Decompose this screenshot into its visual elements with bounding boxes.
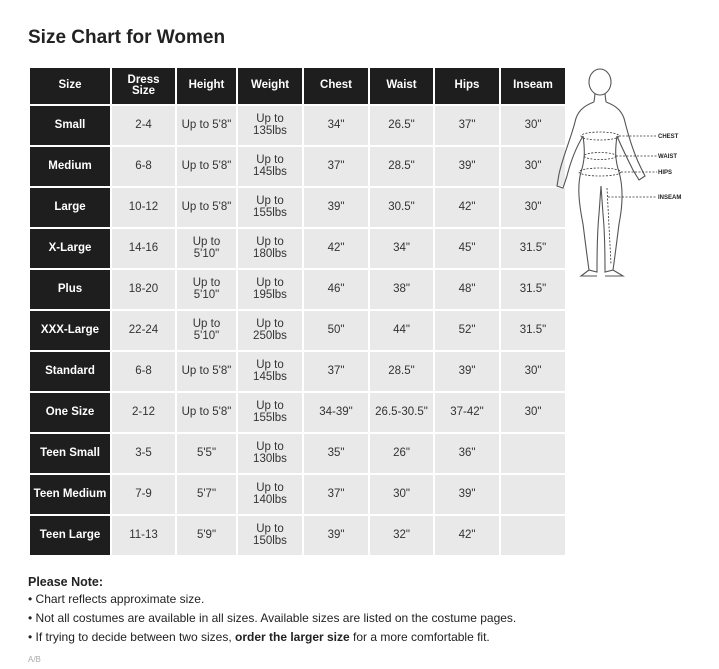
cell-hips: 37-42" xyxy=(435,393,499,432)
cell-chest: 35" xyxy=(304,434,368,473)
cell-chest: 34-39" xyxy=(304,393,368,432)
cell-weight: Up to 140lbs xyxy=(238,475,302,514)
notes-heading: Please Note: xyxy=(28,575,104,589)
cell-waist: 30" xyxy=(370,475,433,514)
cell-dress: 2-4 xyxy=(112,106,175,145)
cell-size: Teen Medium xyxy=(30,475,110,514)
cell-weight: Up to 150lbs xyxy=(238,516,302,555)
cell-waist: 28.5" xyxy=(370,352,433,391)
table-row xyxy=(30,475,565,514)
cell-dress: 10-12 xyxy=(112,188,175,227)
chest-label: CHEST xyxy=(658,134,679,140)
cell-height: Up to 5'8" xyxy=(177,106,236,145)
table-row xyxy=(30,516,565,555)
table-row xyxy=(30,229,565,268)
cell-hips: 39" xyxy=(435,352,499,391)
cell-hips: 39" xyxy=(435,475,499,514)
cell-height: Up to 5'8" xyxy=(177,147,236,186)
table-row xyxy=(30,106,565,145)
cell-waist: 44" xyxy=(370,311,433,350)
cell-size: One Size xyxy=(30,393,110,432)
cell-weight: Up to 250lbs xyxy=(238,311,302,350)
cell-inseam: 30" xyxy=(501,393,565,432)
table-row xyxy=(30,393,565,432)
note-line-2: • Not all costumes are available in all sizes. Available sizes are listed on the costume pages. xyxy=(28,611,517,625)
table-row xyxy=(30,434,565,473)
cell-chest: 37" xyxy=(304,352,368,391)
table-row xyxy=(30,311,565,350)
cell-height: Up to 5'8" xyxy=(177,188,236,227)
cell-height: 5'7" xyxy=(177,475,236,514)
cell-hips: 42" xyxy=(435,188,499,227)
cell-hips: 39" xyxy=(435,147,499,186)
cell-weight: Up to 155lbs xyxy=(238,393,302,432)
table-row xyxy=(30,270,565,309)
table-row xyxy=(30,352,565,391)
cell-dress: 2-12 xyxy=(112,393,175,432)
cell-weight: Up to 155lbs xyxy=(238,188,302,227)
header-weight: Weight xyxy=(238,68,302,104)
cell-inseam: 30" xyxy=(501,352,565,391)
table-header-row xyxy=(30,68,565,104)
cell-hips: 45" xyxy=(435,229,499,268)
cell-size: X-Large xyxy=(30,229,110,268)
header-dress-size: Dress Size xyxy=(112,68,175,104)
hips-label: HIPS xyxy=(658,170,673,176)
cell-waist: 30.5" xyxy=(370,188,433,227)
cell-height: 5'5" xyxy=(177,434,236,473)
cell-size: XXX-Large xyxy=(30,311,110,350)
header-height: Height xyxy=(177,68,236,104)
cell-chest: 37" xyxy=(304,475,368,514)
cell-chest: 34" xyxy=(304,106,368,145)
cell-inseam: 30" xyxy=(501,188,565,227)
cell-hips: 48" xyxy=(435,270,499,309)
cell-inseam: 31.5" xyxy=(501,311,565,350)
cell-waist: 28.5" xyxy=(370,147,433,186)
header-inseam: Inseam xyxy=(501,68,565,104)
cell-inseam: 30" xyxy=(501,147,565,186)
cell-height: 5'9" xyxy=(177,516,236,555)
cell-dress: 3-5 xyxy=(112,434,175,473)
cell-size: Teen Small xyxy=(30,434,110,473)
cell-dress: 6-8 xyxy=(112,147,175,186)
cell-dress: 11-13 xyxy=(112,516,175,555)
cell-waist: 32" xyxy=(370,516,433,555)
cell-weight: Up to 145lbs xyxy=(238,352,302,391)
cell-hips: 42" xyxy=(435,516,499,555)
cell-size: Large xyxy=(30,188,110,227)
inseam-label: INSEAM xyxy=(658,195,682,201)
cell-height: Up to 5'10" xyxy=(177,229,236,268)
table-row xyxy=(30,147,565,186)
cell-dress: 14-16 xyxy=(112,229,175,268)
cell-size: Medium xyxy=(30,147,110,186)
cell-size: Plus xyxy=(30,270,110,309)
cell-inseam xyxy=(501,516,565,555)
cell-height: Up to 5'8" xyxy=(177,352,236,391)
cell-weight: Up to 135lbs xyxy=(238,106,302,145)
cell-chest: 46" xyxy=(304,270,368,309)
cell-hips: 36" xyxy=(435,434,499,473)
cell-chest: 37" xyxy=(304,147,368,186)
cell-size: Teen Large xyxy=(30,516,110,555)
page-title: Size Chart for Women xyxy=(28,27,226,48)
cell-inseam: 30" xyxy=(501,106,565,145)
cell-dress: 7-9 xyxy=(112,475,175,514)
cell-weight: Up to 130lbs xyxy=(238,434,302,473)
header-size: Size xyxy=(30,68,110,104)
cell-chest: 50" xyxy=(304,311,368,350)
cell-waist: 26" xyxy=(370,434,433,473)
cell-waist: 38" xyxy=(370,270,433,309)
cell-chest: 39" xyxy=(304,188,368,227)
cell-waist: 26.5" xyxy=(370,106,433,145)
cell-waist: 26.5-30.5" xyxy=(370,393,433,432)
cell-inseam: 31.5" xyxy=(501,229,565,268)
cell-hips: 52" xyxy=(435,311,499,350)
cell-weight: Up to 195lbs xyxy=(238,270,302,309)
cell-dress: 18-20 xyxy=(112,270,175,309)
measurement-lines xyxy=(579,132,657,264)
cell-height: Up to 5'8" xyxy=(177,393,236,432)
header-hips: Hips xyxy=(435,68,499,104)
cell-inseam xyxy=(501,475,565,514)
cell-inseam xyxy=(501,434,565,473)
waist-label: WAIST xyxy=(658,154,677,160)
cell-hips: 37" xyxy=(435,106,499,145)
cell-chest: 39" xyxy=(304,516,368,555)
cell-chest: 42" xyxy=(304,229,368,268)
size-chart-body xyxy=(30,106,565,555)
note-line-3: • If trying to decide between two sizes, order the larger size for a more comfortable fit. xyxy=(28,630,490,644)
header-chest: Chest xyxy=(304,68,368,104)
cell-inseam: 31.5" xyxy=(501,270,565,309)
cell-dress: 6-8 xyxy=(112,352,175,391)
size-chart-table xyxy=(28,66,567,557)
header-waist: Waist xyxy=(370,68,433,104)
body-measurement-diagram xyxy=(553,64,693,282)
cell-weight: Up to 145lbs xyxy=(238,147,302,186)
footer-mark: A/B xyxy=(28,655,41,664)
table-row xyxy=(30,188,565,227)
cell-size: Small xyxy=(30,106,110,145)
notes-section xyxy=(28,575,516,649)
note-line-1: • Chart reflects approximate size. xyxy=(28,592,205,606)
cell-height: Up to 5'10" xyxy=(177,270,236,309)
female-silhouette-icon xyxy=(557,69,645,276)
cell-waist: 34" xyxy=(370,229,433,268)
cell-dress: 22-24 xyxy=(112,311,175,350)
cell-size: Standard xyxy=(30,352,110,391)
cell-height: Up to 5'10" xyxy=(177,311,236,350)
cell-weight: Up to 180lbs xyxy=(238,229,302,268)
